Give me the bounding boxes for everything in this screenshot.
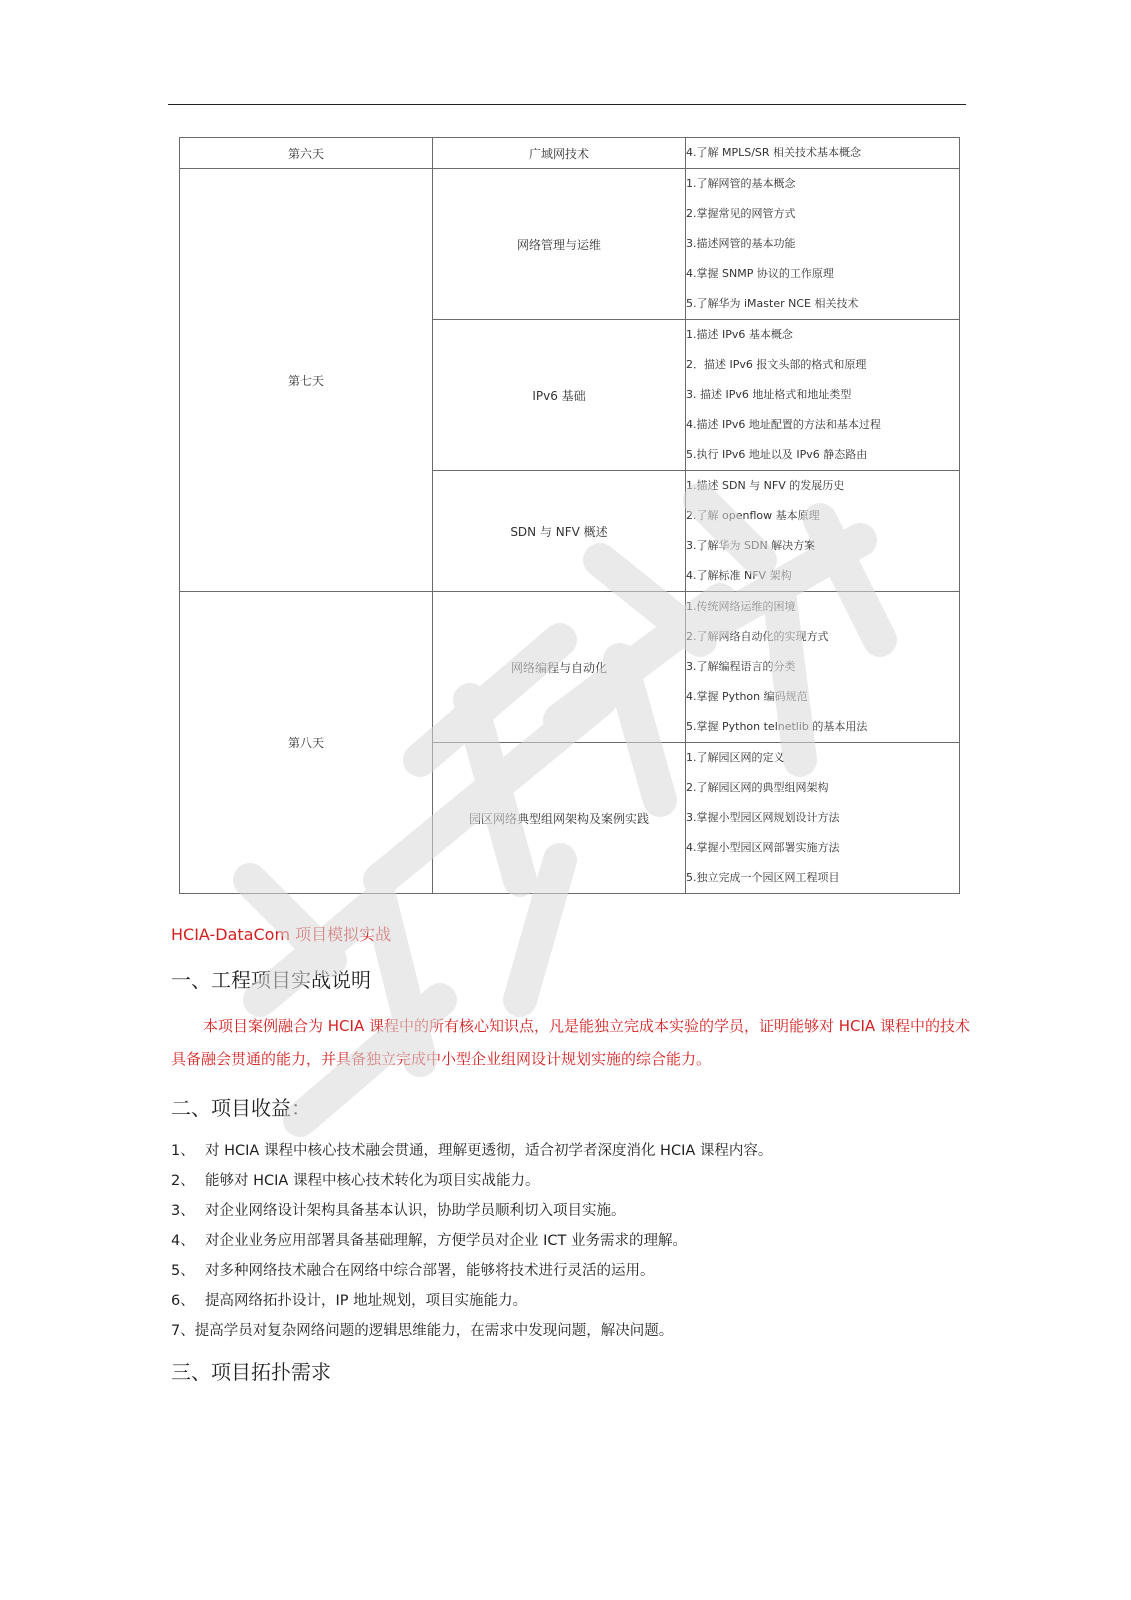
topic-cell: 广域网技术: [433, 138, 686, 169]
list-text: 对多种网络技术融合在网络中综合部署，能够将技术进行灵活的运用。: [205, 1263, 655, 1279]
heading-topology-requirements: 三、项目拓扑需求: [171, 1360, 331, 1384]
list-item: 3.了解华为 SDN 解决方案: [686, 539, 816, 552]
list-item: 1.了解园区网的定义: [686, 751, 785, 764]
list-text: 提高学员对复杂网络问题的逻辑思维能力，在需求中发现问题，解决问题。: [194, 1323, 674, 1339]
list-item: 2．描述 IPv6 报文头部的格式和原理: [686, 358, 867, 371]
list-number: 2、: [171, 1173, 195, 1189]
list-item: [171, 1166, 772, 1196]
list-item: [171, 1256, 772, 1286]
list-text: 提高网络拓扑设计，IP 地址规划，项目实施能力。: [205, 1293, 528, 1309]
table-row: [180, 592, 960, 743]
list-item: 1.描述 IPv6 基本概念: [686, 328, 793, 341]
list-item: 5.掌握 Python telnetlib 的基本用法: [686, 720, 868, 733]
list-number: 6、: [171, 1293, 195, 1309]
list-item: 1.了解网管的基本概念: [686, 177, 796, 190]
list-item: 4.掌握小型园区网部署实施方法: [686, 841, 840, 854]
items-cell: [686, 471, 960, 592]
list-item: [171, 1286, 772, 1316]
list-number: 1、: [171, 1143, 195, 1159]
list-item: 2.了解 openflow 基本原理: [686, 509, 820, 522]
list-item: 4.了解 MPLS/SR 相关技术基本概念: [686, 146, 862, 159]
topic-cell: SDN 与 NFV 概述: [433, 471, 686, 592]
topic-cell: 园区网络典型组网架构及案例实践: [433, 743, 686, 894]
list-item: [171, 1196, 772, 1226]
list-item: 3.描述网管的基本功能: [686, 237, 796, 250]
benefits-list: [171, 1136, 772, 1346]
list-item: [171, 1136, 772, 1166]
day-cell: 第七天: [180, 169, 433, 592]
list-number: 3、: [171, 1203, 195, 1219]
list-item: 3. 描述 IPv6 地址格式和地址类型: [686, 388, 852, 401]
items-cell: [686, 169, 960, 320]
day-cell: 第八天: [180, 592, 433, 894]
day-cell: 第六天: [180, 138, 433, 169]
table-row: [180, 138, 960, 169]
items-cell: [686, 743, 960, 894]
list-text: 对 HCIA 课程中核心技术融会贯通，理解更透彻，适合初学者深度消化 HCIA 课程内容。: [205, 1143, 773, 1159]
list-item: 2.掌握常见的网管方式: [686, 207, 796, 220]
course-schedule-table: [179, 137, 960, 894]
list-item: 3.掌握小型园区网规划设计方法: [686, 811, 840, 824]
list-item: 4.了解标准 NFV 架构: [686, 569, 792, 582]
topic-cell: 网络编程与自动化: [433, 592, 686, 743]
items-cell: [686, 138, 960, 169]
list-item: [171, 1316, 772, 1346]
list-number: 7、: [171, 1323, 195, 1339]
heading-project-description: 一、工程项目实战说明: [171, 968, 371, 992]
table-row: [180, 169, 960, 320]
list-text: 对企业网络设计架构具备基本认识，协助学员顺利切入项目实施。: [205, 1203, 626, 1219]
intro-paragraph: 本项目案例融合为 HCIA 课程中的所有核心知识点，凡是能独立完成本实验的学员，证明能够对 HCIA 课程中的技术具备融会贯通的能力，并具备独立完成中小型企业组网设计规划实施的综合能力。: [171, 1017, 970, 1068]
list-item: 5.了解华为 iMaster NCE 相关技术: [686, 297, 859, 310]
page-header-rule: [168, 104, 966, 105]
list-item: 2.了解园区网的典型组网架构: [686, 781, 829, 794]
list-item: 4.掌握 SNMP 协议的工作原理: [686, 267, 834, 280]
list-number: 5、: [171, 1263, 195, 1279]
list-text: 对企业业务应用部署具备基础理解，方便学员对企业 ICT 业务需求的理解。: [205, 1233, 687, 1249]
list-item: 4.描述 IPv6 地址配置的方法和基本过程: [686, 418, 881, 431]
list-item: 2.了解网络自动化的实现方式: [686, 630, 829, 643]
list-number: 4、: [171, 1233, 195, 1249]
topic-cell: IPv6 基础: [433, 320, 686, 471]
section-title: HCIA-DataCom 项目模拟实战: [171, 925, 392, 944]
list-text: 能够对 HCIA 课程中核心技术转化为项目实战能力。: [205, 1173, 540, 1189]
items-cell: [686, 320, 960, 471]
list-item: [171, 1226, 772, 1256]
list-item: 5.执行 IPv6 地址以及 IPv6 静态路由: [686, 448, 868, 461]
heading-project-benefits: 二、项目收益：: [171, 1096, 311, 1120]
list-item: 1.传统网络运维的困境: [686, 600, 796, 613]
list-item: 5.独立完成一个园区网工程项目: [686, 871, 840, 884]
items-cell: [686, 592, 960, 743]
list-item: 3.了解编程语言的分类: [686, 660, 796, 673]
topic-cell: 网络管理与运维: [433, 169, 686, 320]
list-item: 4.掌握 Python 编码规范: [686, 690, 808, 703]
list-item: 1.描述 SDN 与 NFV 的发展历史: [686, 479, 845, 492]
